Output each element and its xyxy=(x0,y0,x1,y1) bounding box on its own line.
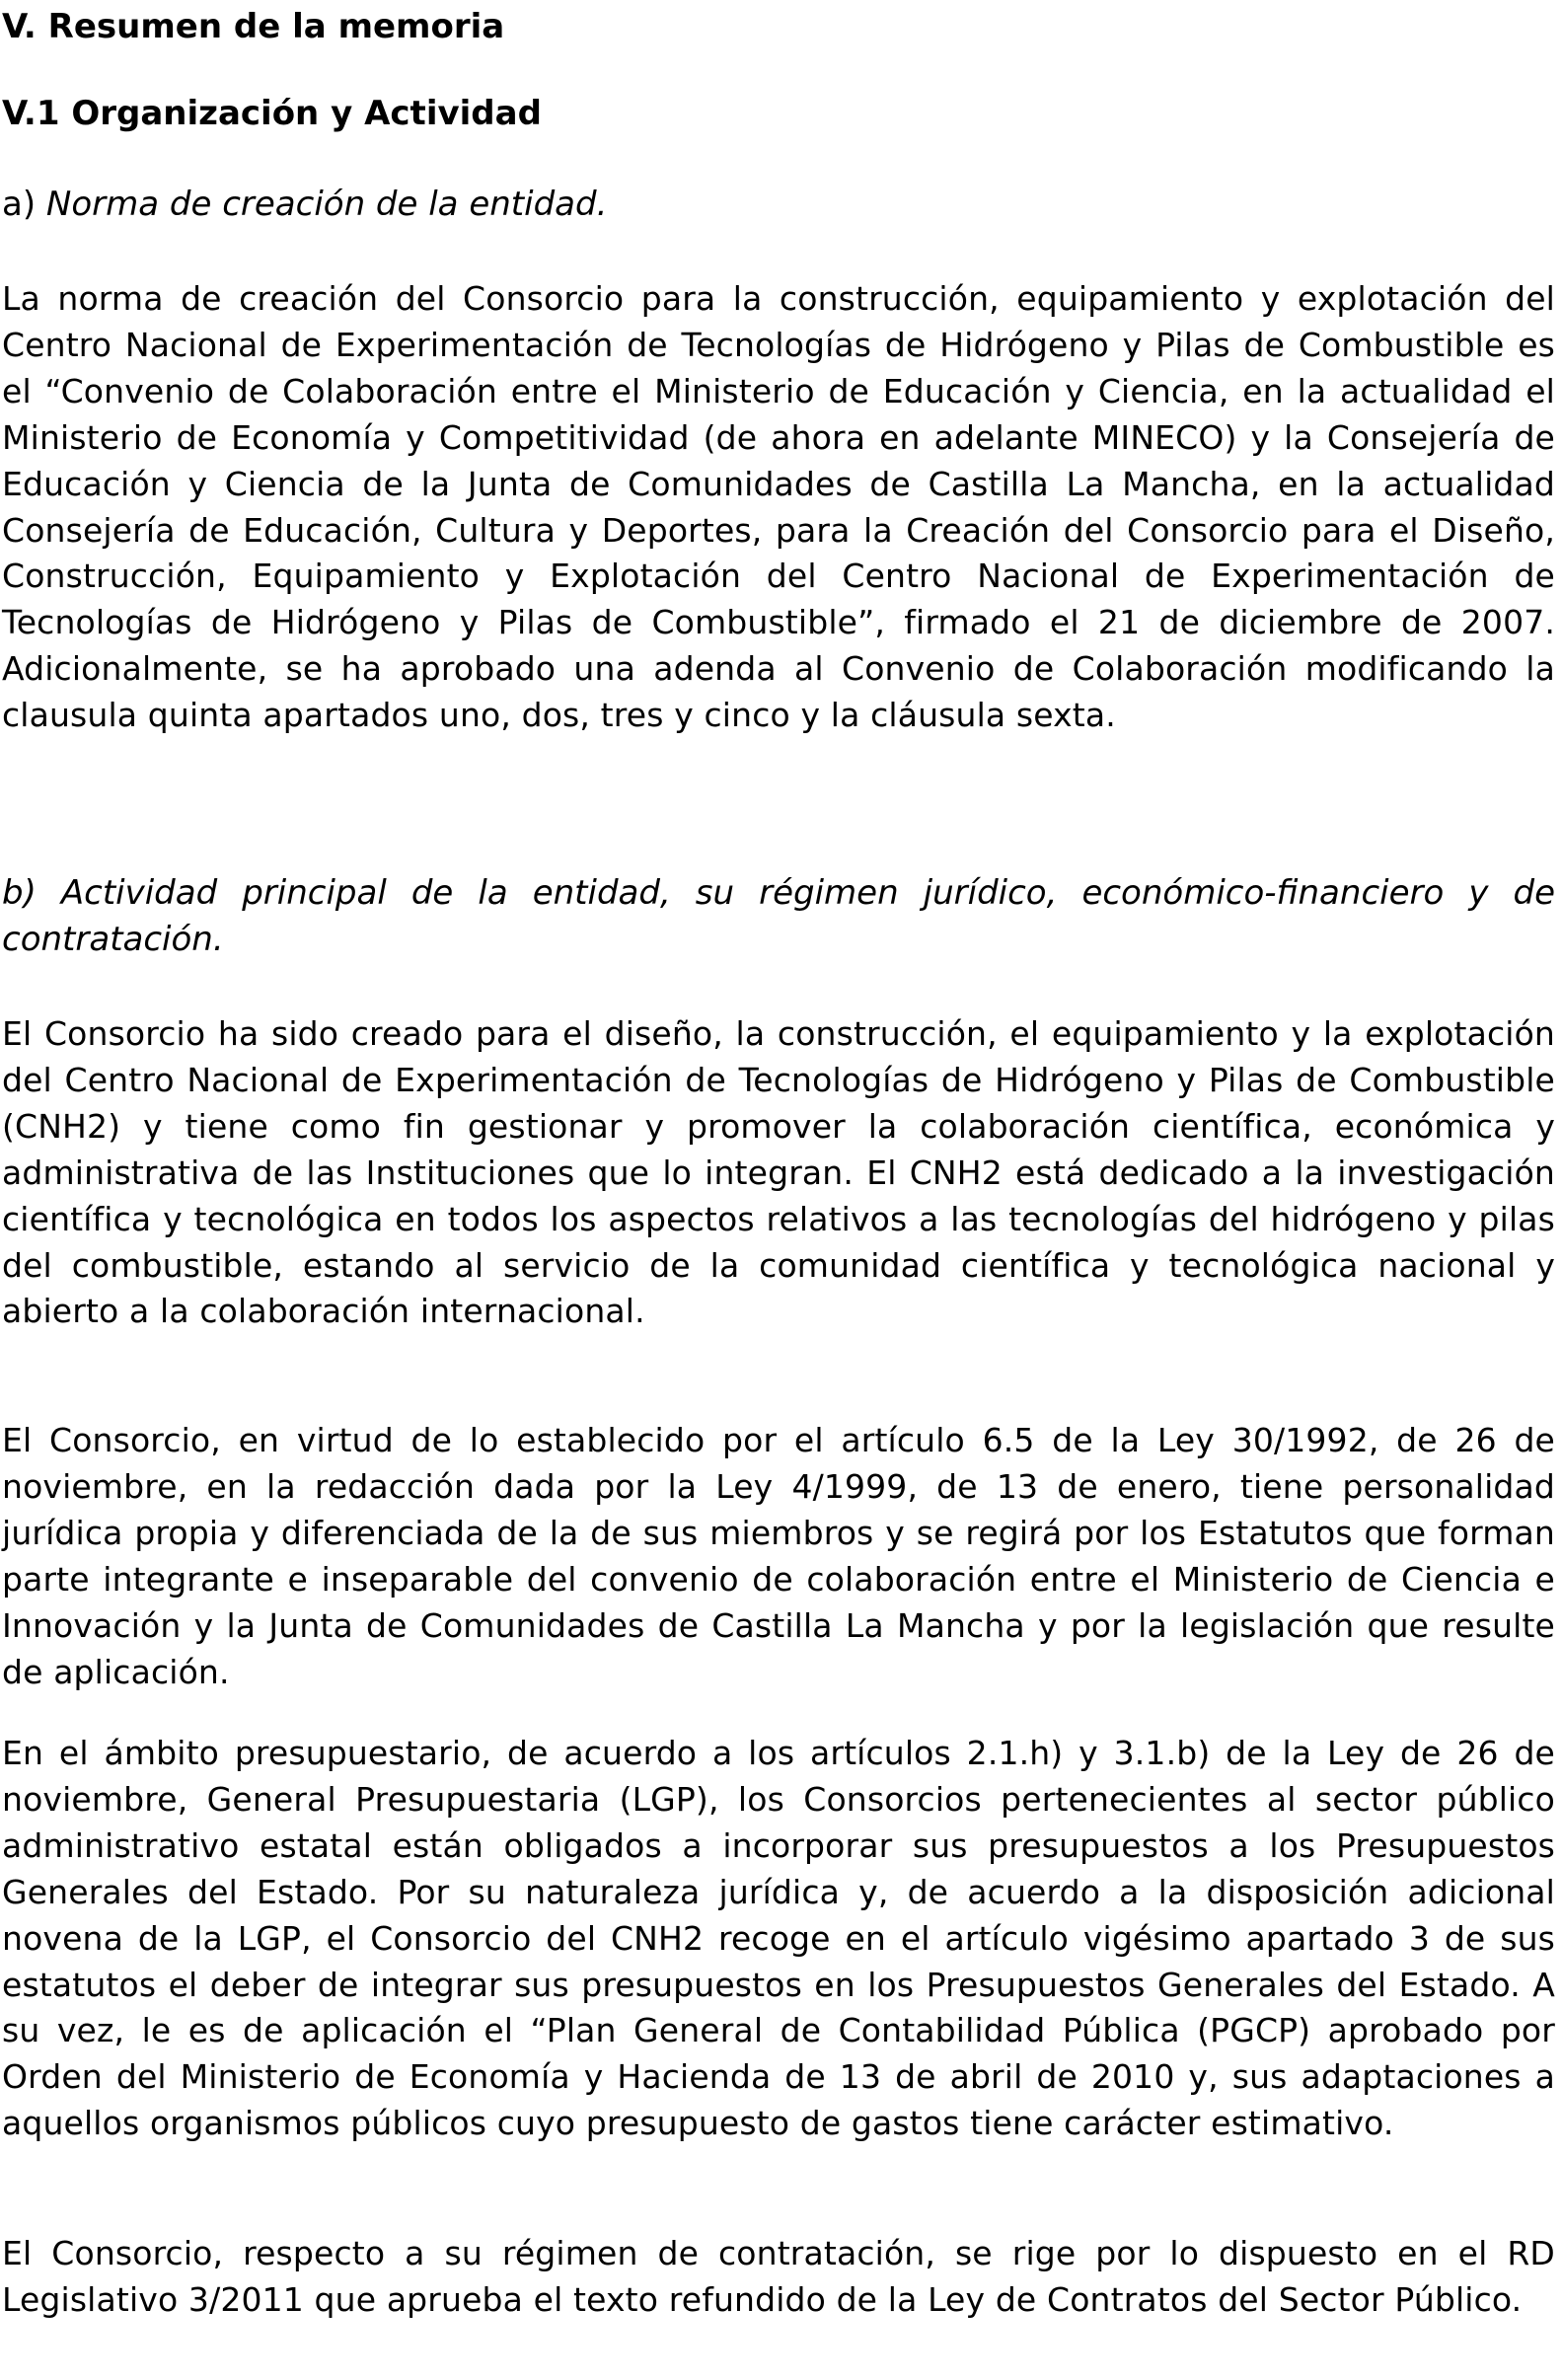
subsection-heading: V.1 Organización y Actividad xyxy=(2,94,542,133)
subheading-a-label: a) xyxy=(2,185,46,224)
subheading-a-title: Norma de creación de la entidad. xyxy=(45,185,608,224)
paragraph-ambito-presupuestario: En el ámbito presupuestario, de acuerdo a los artículos 2.1.h) y 3.1.b) de la Ley de 26 de noviembre, General Presupuestaria (LGP), los Consorcios pertenecientes al sector público administrativo estatal están obligados a incorporar sus presupuestos a los Presupuestos Generales del Estado. Por su naturaleza jurídica y, de acuerdo a la disposición adicional novena de la LGP, el Consorcio del CNH2 recoge en el artículo vigésimo apartado 3 de sus estatutos el deber de integrar sus presupuestos en los Presupuestos Generales del Estado. A su vez, le es de aplicación el “Plan General de Contabilidad Pública (PGCP) aprobado por Orden del Ministerio de Economía y Hacienda de 13 de abril de 2010 y, sus adaptaciones a aquellos organismos públicos cuyo presupuesto de gastos tiene carácter estimativo. xyxy=(2,1734,1555,2143)
paragraph-norma-creacion: La norma de creación del Consorcio para la construcción, equipamiento y explotación del Centro Nacional de Experimentación de Tecnologías de Hidrógeno y Pilas de Combustible es el “Convenio de Colaboración entre el Ministerio de Educación y Ciencia, en la actualidad el Ministerio de Economía y Competitividad (de ahora en adelante MINECO) y la Consejería de Educación y Ciencia de la Junta de Comunidades de Castilla La Mancha, en la actualidad Consejería de Educación, Cultura y Deportes, para la Creación del Consorcio para el Diseño, Construcción, Equipamiento y Explotación del Centro Nacional de Experimentación de Tecnologías de Hidrógeno y Pilas de Combustible”, firmado el 21 de diciembre de 2007. Adicionalmente, se ha aprobado una adenda al Convenio de Colaboración modificando la clausula quinta apartados uno, dos, tres y cinco y la cláusula sexta. xyxy=(2,279,1555,735)
paragraph-actividad-principal: El Consorcio ha sido creado para el diseño, la construcción, el equipamiento y la explotación del Centro Nacional de Experimentación de Tecnologías de Hidrógeno y Pilas de Combustible (CNH2) y tiene como fin gestionar y promover la colaboración científica, económica y administrativa de las Instituciones que lo integran. El CNH2 está dedicado a la investigación científica y tecnológica en todos los aspectos relativos a las tecnologías del hidrógeno y pilas del combustible, estando al servicio de la comunidad científica y tecnológica nacional y abierto a la colaboración internacional. xyxy=(2,1014,1555,1331)
subheading-b: b) Actividad principal de la entidad, su régimen jurídico, económico-financiero y de contratación. xyxy=(2,873,1555,959)
subheading-a xyxy=(2,182,1555,228)
paragraph-regimen-juridico: El Consorcio, en virtud de lo establecido por el artículo 6.5 de la Ley 30/1992, de 26 de noviembre, en la redacción dada por la Ley 4/1999, de 13 de enero, tiene personalidad jurídica propia y diferenciada de la de sus miembros y se regirá por los Estatutos que forman parte integrante e inseparable del convenio de colaboración entre el Ministerio de Ciencia e Innovación y la Junta de Comunidades de Castilla La Mancha y por la legislación que resulte de aplicación. xyxy=(2,1421,1555,1691)
section-heading: V. Resumen de la memoria xyxy=(2,7,505,46)
paragraph-regimen-contratacion: El Consorcio, respecto a su régimen de contratación, se rige por lo dispuesto en el RD Legislativo 3/2011 que aprueba el texto refundido de la Ley de Contratos del Sector Público. xyxy=(2,2234,1555,2319)
